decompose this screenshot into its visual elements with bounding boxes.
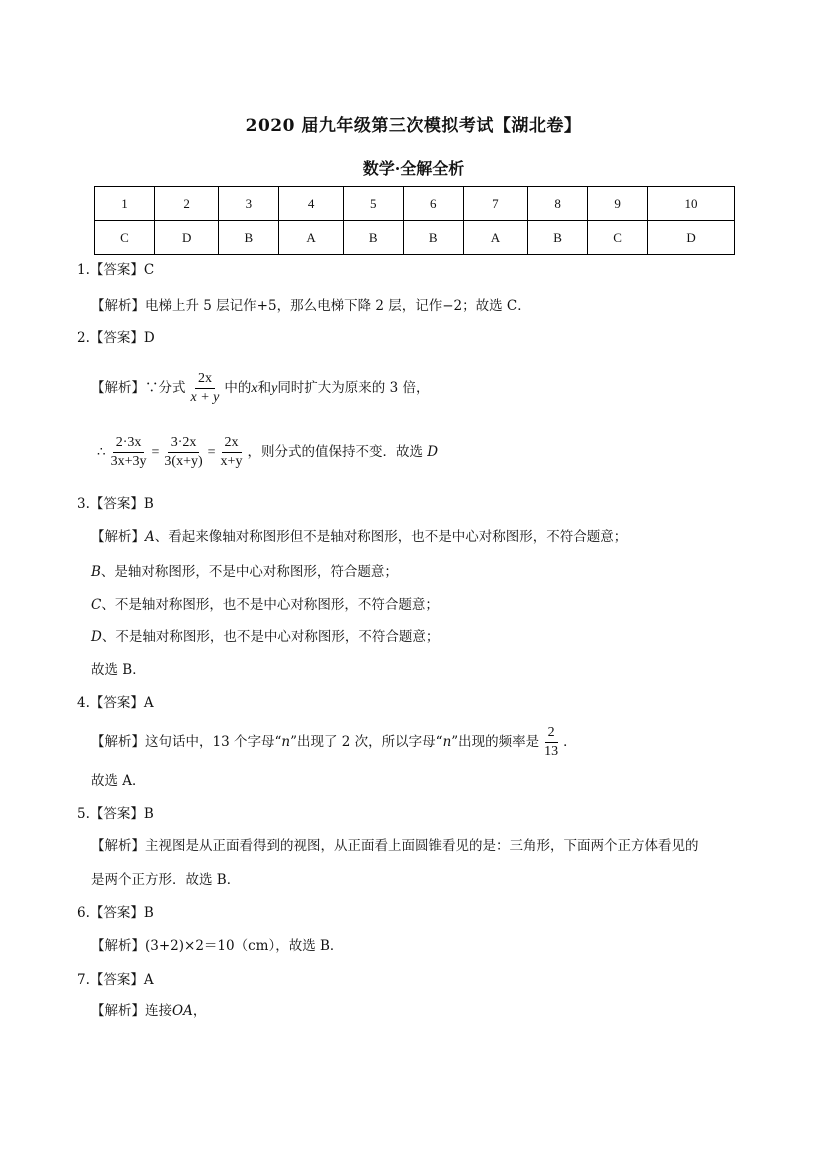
q2-f3-numerator: 2x <box>222 435 242 453</box>
therefore-symbol: ∴ <box>97 444 106 460</box>
q2-fraction-denominator: x + y <box>190 390 220 405</box>
table-cell-answer: D <box>648 221 735 255</box>
q4-answer: 4.【答案】A <box>77 695 154 711</box>
q3-option-b-text: 、是轴对称图形，不是中心对称图形，符合题意； <box>100 564 398 580</box>
q2-f1-denominator: 3x+3y <box>110 454 147 469</box>
q2-analysis <box>91 368 429 409</box>
q1-analysis: 【解析】电梯上升 5 层记作+5，那么电梯下降 2 层，记作−2；故选 C． <box>91 298 531 314</box>
q3-analysis-line-2 <box>91 563 398 581</box>
table-cell-question-number: 5 <box>343 187 403 221</box>
q4-analysis-part-3: ”出现的频率是 <box>451 734 540 750</box>
q7-analysis <box>91 1002 206 1020</box>
q2-answer: 2.【答案】D <box>77 330 155 346</box>
q2-f2-denominator: 3(x+y) <box>164 454 203 469</box>
q3-option-d: D <box>91 629 102 645</box>
q2-derivation-fraction-2 <box>161 435 205 470</box>
q2-conclusion: ，则分式的值保持不变．故选 <box>247 444 423 460</box>
page-title: 2020 届九年级第三次模拟考试【湖北卷】 <box>245 116 582 136</box>
q2-var-x: x <box>251 381 258 396</box>
q2-var-y: y <box>271 381 278 396</box>
table-cell-question-number: 9 <box>588 187 648 221</box>
answer-table-number-row <box>95 187 735 221</box>
q1-answer: 1.【答案】C <box>77 262 155 278</box>
table-cell-question-number: 3 <box>219 187 279 221</box>
q3-option-c: C <box>91 597 102 613</box>
q4-letter-n-2: n <box>442 734 452 750</box>
q3-analysis-line-5: 故选 B． <box>91 662 146 678</box>
q3-analysis-line-4 <box>91 628 439 646</box>
q2-fraction-numerator: 2x <box>195 371 215 389</box>
answer-table-answer-row <box>95 221 735 255</box>
table-cell-question-number: 10 <box>648 187 735 221</box>
q5-analysis-line-1: 【解析】主视图是从正面看得到的视图，从正面看上面圆锥看见的是：三角形，下面两个正方体看见的 <box>91 838 699 854</box>
table-cell-question-number: 6 <box>403 187 463 221</box>
page-subtitle: 数学·全解全析 <box>362 159 465 178</box>
table-cell-answer: B <box>343 221 403 255</box>
q2-f1-numerator: 2·3x <box>113 435 145 453</box>
q4-fraction <box>541 725 561 760</box>
q2-analysis-mid2: 和 <box>257 380 272 396</box>
q2-derivation <box>97 432 438 473</box>
answer-table <box>94 186 735 255</box>
q4-fraction-numerator: 2 <box>545 725 558 743</box>
table-cell-answer: B <box>528 221 588 255</box>
q4-analysis-part-2: ”出现了 2 次，所以字母“ <box>290 734 443 750</box>
q4-period: ． <box>563 734 577 750</box>
q2-f2-numerator: 3·2x <box>168 435 200 453</box>
table-cell-question-number: 7 <box>463 187 527 221</box>
q7-segment-oa: OA <box>172 1003 193 1019</box>
q4-analysis-line-2: 故选 A． <box>91 773 146 789</box>
q7-answer: 7.【答案】A <box>77 972 154 988</box>
q7-comma: ， <box>192 1003 207 1019</box>
table-cell-question-number: 2 <box>154 187 218 221</box>
q3-option-a-text: 、看起来像轴对称图形但不是轴对称图形，也不是中心对称图形，不符合题意； <box>154 529 628 545</box>
table-cell-answer: C <box>95 221 155 255</box>
q7-analysis-prefix: 【解析】连接 <box>91 1003 172 1019</box>
table-cell-answer: B <box>219 221 279 255</box>
table-cell-question-number: 1 <box>95 187 155 221</box>
table-cell-answer: B <box>403 221 463 255</box>
q2-analysis-mid1: 中的 <box>224 380 252 396</box>
q3-analysis-prefix: 【解析】 <box>91 529 145 545</box>
q3-analysis-line-3 <box>91 596 439 614</box>
q3-option-b: B <box>91 564 101 580</box>
q5-analysis-line-2: 是两个正方形．故选 B． <box>91 872 241 888</box>
q3-option-d-text: 、不是轴对称图形，也不是中心对称图形，不符合题意； <box>101 629 440 645</box>
q4-analysis <box>91 722 577 762</box>
table-cell-answer: A <box>463 221 527 255</box>
q3-option-a: A <box>145 529 155 545</box>
q4-letter-n-1: n <box>281 734 291 750</box>
table-cell-question-number: 8 <box>528 187 588 221</box>
q3-answer: 3.【答案】B <box>77 496 154 512</box>
q3-analysis-line-1 <box>91 528 627 546</box>
q2-analysis-suffix: 同时扩大为原来的 3 倍， <box>277 380 430 396</box>
q6-analysis: 【解析】(3+2)×2＝10（cm），故选 B． <box>91 938 344 954</box>
q3-option-c-text: 、不是轴对称图形，也不是中心对称图形，不符合题意； <box>101 597 439 613</box>
table-cell-answer: A <box>279 221 343 255</box>
table-cell-answer: C <box>588 221 648 255</box>
table-cell-answer: D <box>154 221 218 255</box>
equals-sign-2: = <box>207 445 216 460</box>
equals-sign-1: = <box>151 445 160 460</box>
q4-fraction-denominator: 13 <box>544 744 559 759</box>
q4-analysis-part-1: 【解析】这句话中，13 个字母“ <box>91 734 282 750</box>
q2-fraction <box>188 371 223 406</box>
q2-f3-denominator: x+y <box>220 454 243 469</box>
q5-answer: 5.【答案】B <box>77 806 154 822</box>
q6-answer: 6.【答案】B <box>77 905 154 921</box>
q2-derivation-fraction-3 <box>218 435 246 470</box>
table-cell-question-number: 4 <box>279 187 343 221</box>
q2-conclusion-letter: D <box>427 444 439 460</box>
q2-analysis-prefix: 【解析】∵分式 <box>91 380 186 396</box>
q2-derivation-fraction-1 <box>108 435 150 470</box>
